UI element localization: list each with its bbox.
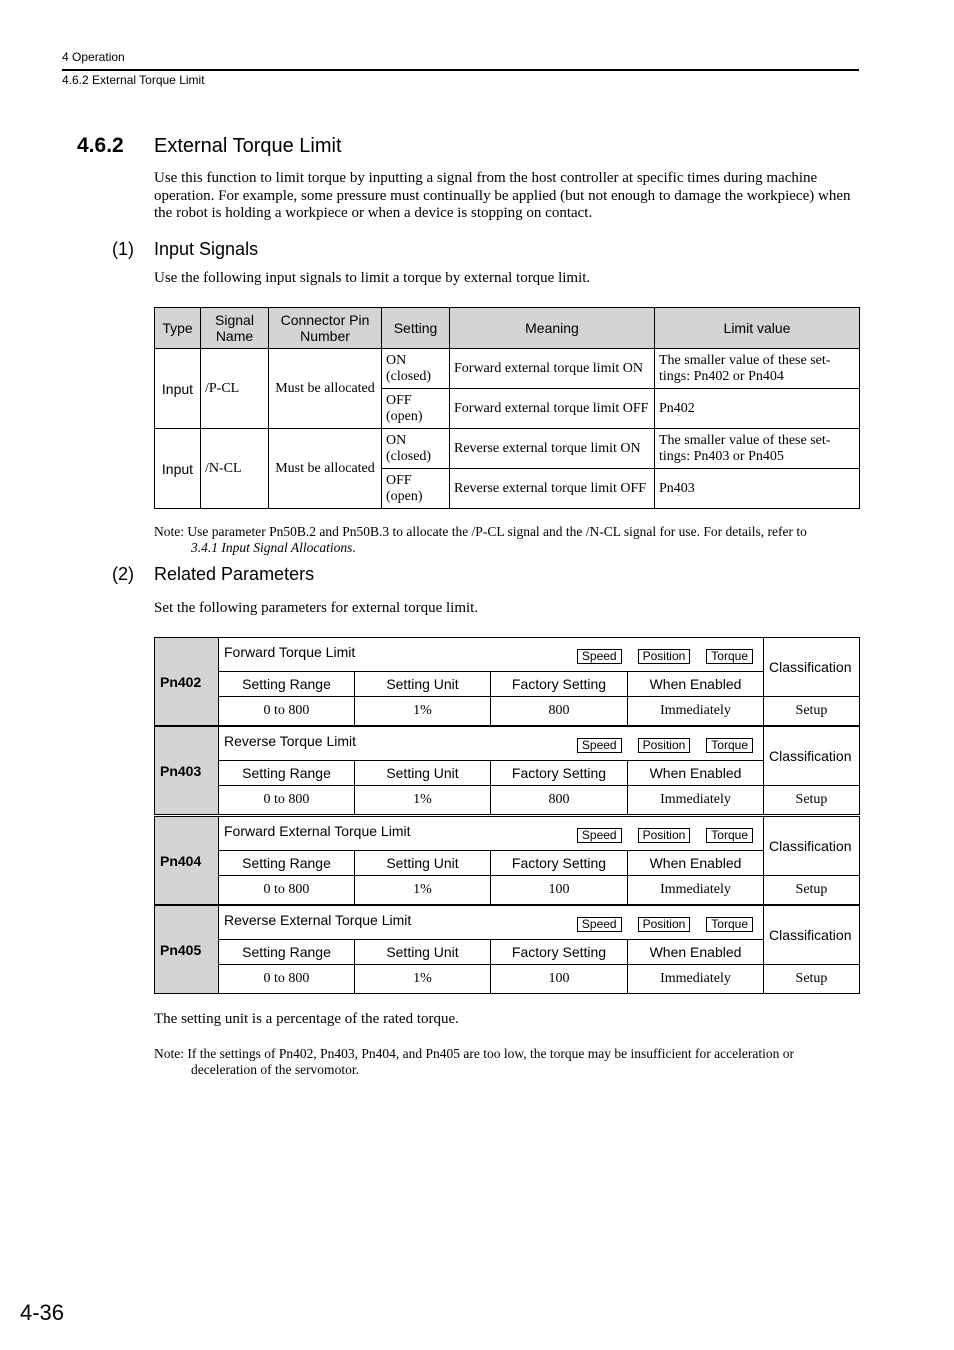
parameter-name: Reverse External Torque Limit [224, 912, 412, 928]
mode-tag-speed: Speed [577, 738, 622, 753]
when-enabled-value: Immediately [628, 697, 764, 726]
note-text-continued: deceleration of the servomotor. [191, 1062, 359, 1077]
col-header-when-enabled: When Enabled [628, 761, 764, 786]
parameter-name: Reverse Torque Limit [224, 733, 357, 749]
parameter-id: Pn403 [155, 727, 219, 815]
setting-range-value: 0 to 800 [219, 965, 355, 994]
setting-range-value: 0 to 800 [219, 697, 355, 726]
parameter-name: Forward Torque Limit [224, 644, 356, 660]
col-header-setting-unit: Setting Unit [355, 761, 491, 786]
factory-setting-value: 800 [491, 786, 628, 815]
mode-tags [561, 915, 753, 933]
mode-tag-torque: Torque [706, 738, 753, 753]
parameter-id: Pn402 [155, 638, 219, 726]
limit-value: Pn403 [655, 469, 860, 509]
parameter-name-cell [219, 817, 764, 851]
col-header-setting-unit: Setting Unit [355, 851, 491, 876]
signal-meaning: Forward external torque limit ON [450, 349, 655, 389]
signal-name: /N-CL [201, 429, 269, 509]
setting-unit-value: 1% [355, 697, 491, 726]
mode-tag-torque: Torque [706, 828, 753, 843]
mode-tags [561, 647, 753, 665]
when-enabled-value: Immediately [628, 786, 764, 815]
classification-value: Setup [764, 697, 860, 726]
note-label: Note: [154, 1046, 184, 1061]
page-number: 4-36 [20, 1300, 65, 1325]
classification-label: Classification [764, 727, 860, 786]
signal-type: Input [155, 429, 201, 509]
signal-meaning: Reverse external torque limit OFF [450, 469, 655, 509]
input-signals-note [154, 524, 859, 556]
note-text: If the settings of Pn402, Pn403, Pn404, and Pn405 are too low, the torque may be insufficient for acceleration or [187, 1046, 794, 1061]
col-header-setting: Setting [382, 308, 450, 349]
col-header-when-enabled: When Enabled [628, 851, 764, 876]
parameter-name-cell [219, 727, 764, 761]
when-enabled-value: Immediately [628, 876, 764, 905]
setting-range-value: 0 to 800 [219, 876, 355, 905]
running-header-section: 4.6.2 External Torque Limit [62, 73, 205, 87]
mode-tag-torque: Torque [706, 649, 753, 664]
classification-label: Classification [764, 638, 860, 697]
signal-setting: OFF (open) [382, 389, 450, 429]
signal-setting: ON (closed) [382, 429, 450, 469]
parameter-table-pn403 [154, 726, 860, 815]
mode-tag-speed: Speed [577, 917, 622, 932]
connector-pin: Must be allocated [269, 349, 382, 429]
factory-setting-value: 100 [491, 876, 628, 905]
mode-tags [561, 736, 753, 754]
parameter-table-pn405 [154, 905, 860, 994]
subsection-title-params: Related Parameters [154, 564, 315, 584]
setting-range-value: 0 to 800 [219, 786, 355, 815]
col-header-when-enabled: When Enabled [628, 672, 764, 697]
col-header-limit-value: Limit value [655, 308, 860, 349]
col-header-setting-unit: Setting Unit [355, 940, 491, 965]
when-enabled-value: Immediately [628, 965, 764, 994]
note-reference[interactable]: 3.4.1 Input Signal Allocations [191, 540, 353, 555]
table-row [155, 429, 860, 469]
mode-tag-position: Position [638, 917, 691, 932]
classification-label: Classification [764, 817, 860, 876]
signal-meaning: Reverse external torque limit ON [450, 429, 655, 469]
table-row [155, 349, 860, 389]
note-end: . [352, 540, 356, 555]
limit-value: Pn402 [655, 389, 860, 429]
col-header-connector-pin: Connector Pin Number [269, 308, 382, 349]
col-header-type: Type [155, 308, 201, 349]
col-header-factory-setting: Factory Setting [491, 761, 628, 786]
mode-tag-speed: Speed [577, 828, 622, 843]
limit-value: The smaller value of these set-tings: Pn402 or Pn404 [655, 349, 860, 389]
signal-setting: ON (closed) [382, 349, 450, 389]
setting-unit-value: 1% [355, 786, 491, 815]
parameter-id: Pn404 [155, 817, 219, 905]
mode-tag-torque: Torque [706, 917, 753, 932]
col-header-setting-range: Setting Range [219, 940, 355, 965]
signal-setting: OFF (open) [382, 469, 450, 509]
note-text: Use parameter Pn50B.2 and Pn50B.3 to allocate the /P-CL signal and the /N-CL signal for use. For details, refer to [187, 524, 807, 539]
parameter-id: Pn405 [155, 906, 219, 994]
section-title: External Torque Limit [154, 135, 342, 157]
parameter-table-pn404 [154, 816, 860, 905]
col-header-setting-unit: Setting Unit [355, 672, 491, 697]
subsection-title-input: Input Signals [154, 239, 259, 259]
col-header-meaning: Meaning [450, 308, 655, 349]
parameter-name: Forward External Torque Limit [224, 823, 411, 839]
related-params-note [154, 1046, 859, 1078]
mode-tags [561, 826, 753, 844]
col-header-setting-range: Setting Range [219, 672, 355, 697]
mode-tag-speed: Speed [577, 649, 622, 664]
mode-tag-position: Position [638, 649, 691, 664]
classification-label: Classification [764, 906, 860, 965]
col-header-signal-name: Signal Name [201, 308, 269, 349]
signal-type: Input [155, 349, 201, 429]
col-header-factory-setting: Factory Setting [491, 672, 628, 697]
signal-name: /P-CL [201, 349, 269, 429]
subsection-number-params: (2) [112, 564, 134, 584]
section-intro: Use this function to limit torque by inputting a signal from the host controller at specific times during machine operation. For example, some pressure must continually be applied (but not enough to damage the workpiece) when the robot is holding a workpiece or when a device is stopping on contact. [154, 170, 851, 221]
factory-setting-value: 800 [491, 697, 628, 726]
input-signals-table [154, 307, 860, 509]
header-rule [62, 69, 859, 71]
subsection-number-input: (1) [112, 239, 134, 259]
col-header-setting-range: Setting Range [219, 761, 355, 786]
parameter-name-cell [219, 906, 764, 940]
running-header-chapter: 4 Operation [62, 50, 125, 64]
classification-value: Setup [764, 786, 860, 815]
note-label: Note: [154, 524, 184, 539]
col-header-setting-range: Setting Range [219, 851, 355, 876]
classification-value: Setup [764, 965, 860, 994]
setting-unit-value: 1% [355, 876, 491, 905]
parameter-name-cell [219, 638, 764, 672]
classification-value: Setup [764, 876, 860, 905]
setting-unit-note: The setting unit is a percentage of the rated torque. [154, 1011, 459, 1027]
mode-tag-position: Position [638, 828, 691, 843]
col-header-when-enabled: When Enabled [628, 940, 764, 965]
connector-pin: Must be allocated [269, 429, 382, 509]
input-signals-intro: Use the following input signals to limit a torque by external torque limit. [154, 270, 591, 286]
parameter-table-pn402 [154, 637, 860, 726]
setting-unit-value: 1% [355, 965, 491, 994]
related-params-intro: Set the following parameters for external torque limit. [154, 600, 479, 616]
table-header-row [155, 308, 860, 349]
signal-meaning: Forward external torque limit OFF [450, 389, 655, 429]
col-header-factory-setting: Factory Setting [491, 851, 628, 876]
factory-setting-value: 100 [491, 965, 628, 994]
section-number: 4.6.2 [77, 134, 124, 157]
col-header-factory-setting: Factory Setting [491, 940, 628, 965]
limit-value: The smaller value of these set-tings: Pn403 or Pn405 [655, 429, 860, 469]
mode-tag-position: Position [638, 738, 691, 753]
